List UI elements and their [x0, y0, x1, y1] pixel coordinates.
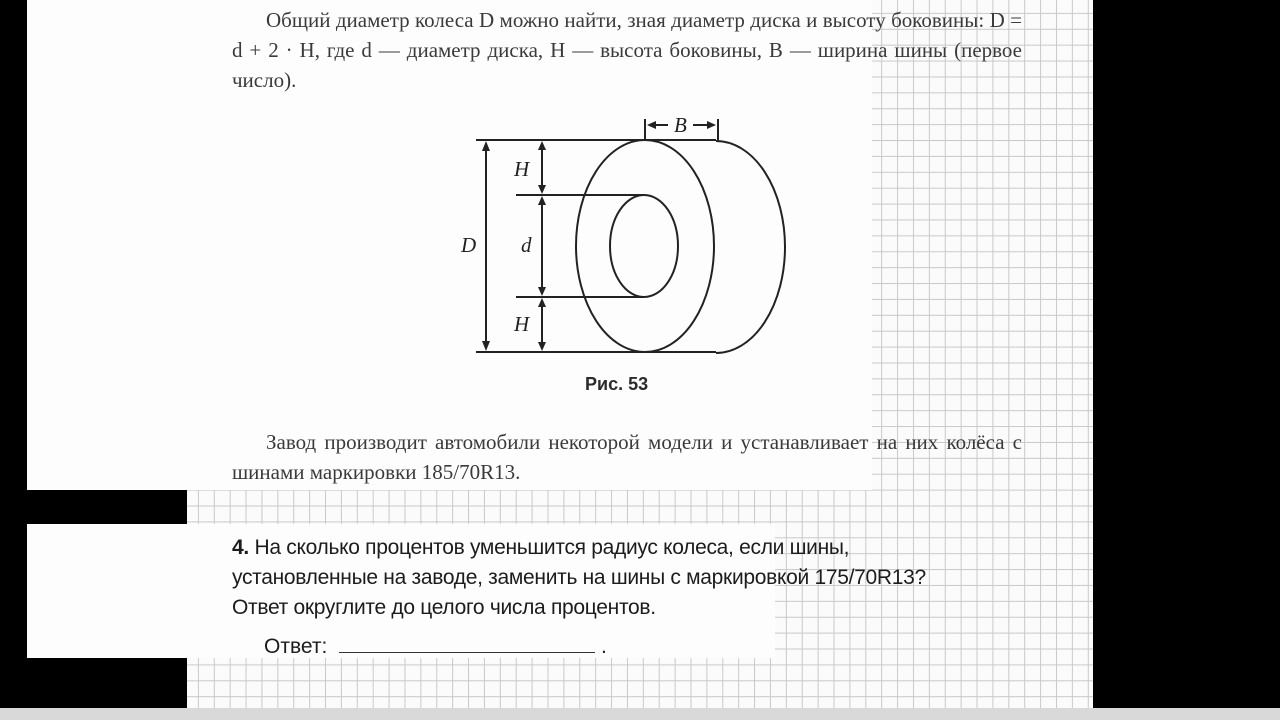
factory-text: Завод производит автомобили некоторой модели и устанавливает на них колёса с шинами маркировки 185/70R13. [232, 430, 1022, 484]
answer-end: . [601, 635, 607, 658]
tire-back-outer [716, 141, 785, 353]
label-H-top: H [514, 157, 530, 181]
label-B: B [674, 113, 687, 137]
task-number: 4. [232, 536, 249, 559]
figure-caption: Рис. 53 [585, 374, 649, 394]
answer-field[interactable] [339, 634, 595, 653]
answer-label: Ответ: [264, 635, 328, 658]
label-D: D [461, 233, 477, 257]
task-text: На сколько процентов уменьшится радиус колеса, если шины, установленные на заводе, заменить на шины с маркировкой 175/70R13? Ответ округлите до целого числа процентов. [232, 536, 926, 619]
task-4 [232, 533, 952, 623]
tire-front-outer [576, 140, 714, 352]
factory-paragraph [232, 427, 1022, 487]
label-H-bottom: H [514, 312, 530, 336]
bottom-edge [0, 708, 1280, 720]
label-d: d [521, 233, 532, 257]
rim-inner [610, 195, 678, 297]
answer-row [264, 634, 607, 659]
intro-text: Общий диаметр колеса D можно найти, зная диаметр диска и высоту боковины: D = d + 2 · H, где d — диаметр диска, H — высота боковины, B — ширина шины (первое число). [232, 8, 1022, 92]
